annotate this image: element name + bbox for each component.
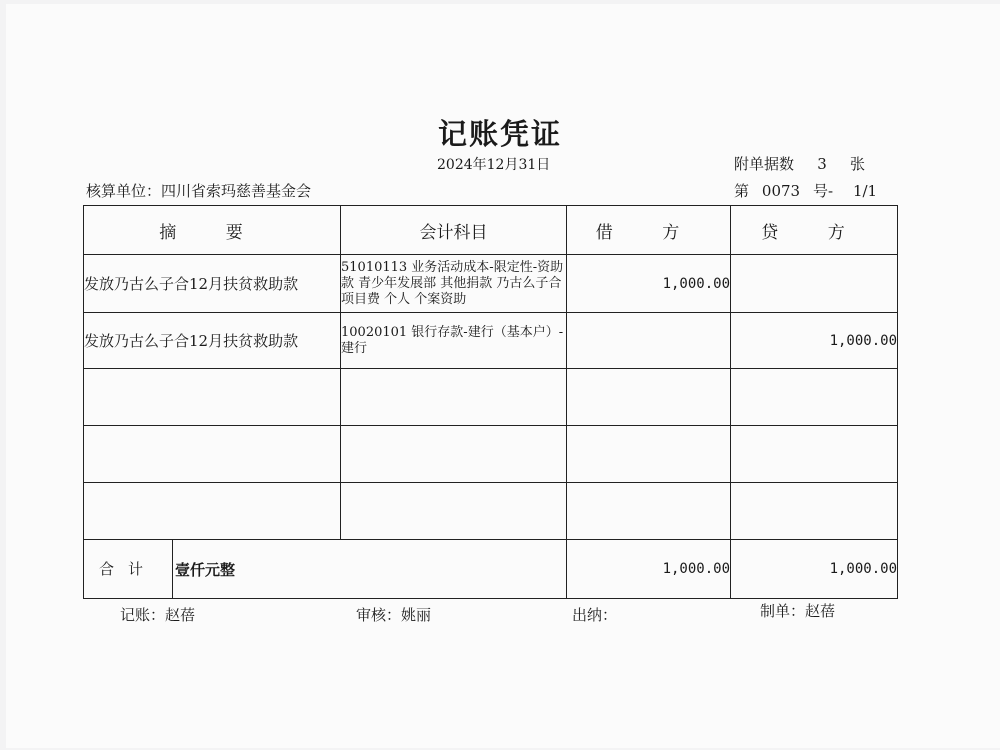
- voucher-number-suffix: 号-: [813, 182, 834, 200]
- row-summary: 发放乃古么子合12月扶贫救助款: [84, 313, 341, 369]
- table-row: [84, 255, 898, 313]
- voucher-number-value: 0073: [761, 182, 801, 200]
- row-debit: 1,000.00: [567, 255, 731, 313]
- table-header-row: [84, 206, 898, 255]
- maker-name: 赵蓓: [805, 602, 836, 620]
- accounting-unit: [86, 180, 311, 201]
- row-subject: 10020101 银行存款-建行（基本户）-建行: [341, 313, 567, 369]
- reviewer-name: 姚丽: [401, 606, 432, 624]
- maker-label: 制单：: [760, 602, 806, 620]
- total-debit: 1,000.00: [567, 540, 731, 599]
- header-summary: 摘 要: [84, 206, 341, 255]
- voucher-table: [83, 205, 898, 599]
- total-credit: 1,000.00: [731, 540, 898, 599]
- voucher-title: 记账凭证: [438, 117, 563, 151]
- total-label: 合计: [84, 540, 173, 598]
- reviewer-label: 审核：: [356, 606, 402, 624]
- voucher-date: 2024年12月31日: [437, 157, 551, 173]
- header-debit: 借 方: [567, 206, 731, 255]
- total-in-words: 壹仟元整: [175, 560, 236, 579]
- accounting-unit-label: 核算单位：: [86, 182, 162, 200]
- row-subject: 51010113 业务活动成本-限定性-资助款 青少年发展部 其他捐款 乃古么子合 项目费 个人 个案资助: [341, 255, 567, 313]
- total-row: [84, 540, 898, 599]
- cashier-label: 出纳：: [572, 606, 618, 624]
- voucher-maker: [760, 600, 835, 621]
- attachment-count: [734, 153, 865, 174]
- accounting-unit-name: 四川省索玛慈善基金会: [161, 182, 312, 200]
- table-row: [84, 313, 898, 369]
- header-subject: 会计科目: [341, 206, 567, 255]
- table-row-empty: [84, 426, 898, 483]
- row-debit: [567, 313, 731, 369]
- attachment-number: 3: [817, 155, 827, 173]
- voucher-number: [734, 180, 877, 201]
- voucher-page: 1/1: [852, 182, 878, 200]
- row-summary: 发放乃古么子合12月扶贫救助款: [84, 255, 341, 313]
- total-cell: [84, 540, 567, 599]
- attachment-unit: 张: [850, 155, 866, 173]
- voucher-number-prefix: 第: [734, 182, 750, 200]
- header-credit: 贷 方: [731, 206, 898, 255]
- attachment-label: 附单据数: [734, 155, 795, 173]
- row-credit: 1,000.00: [731, 313, 898, 369]
- cashier: [572, 604, 617, 625]
- bookkeeper: [120, 604, 195, 625]
- table-row-empty: [84, 483, 898, 540]
- table-row-empty: [84, 369, 898, 426]
- reviewer: [356, 604, 431, 625]
- row-credit: [731, 255, 898, 313]
- bookkeeper-label: 记账：: [120, 606, 166, 624]
- bookkeeper-name: 赵蓓: [165, 606, 196, 624]
